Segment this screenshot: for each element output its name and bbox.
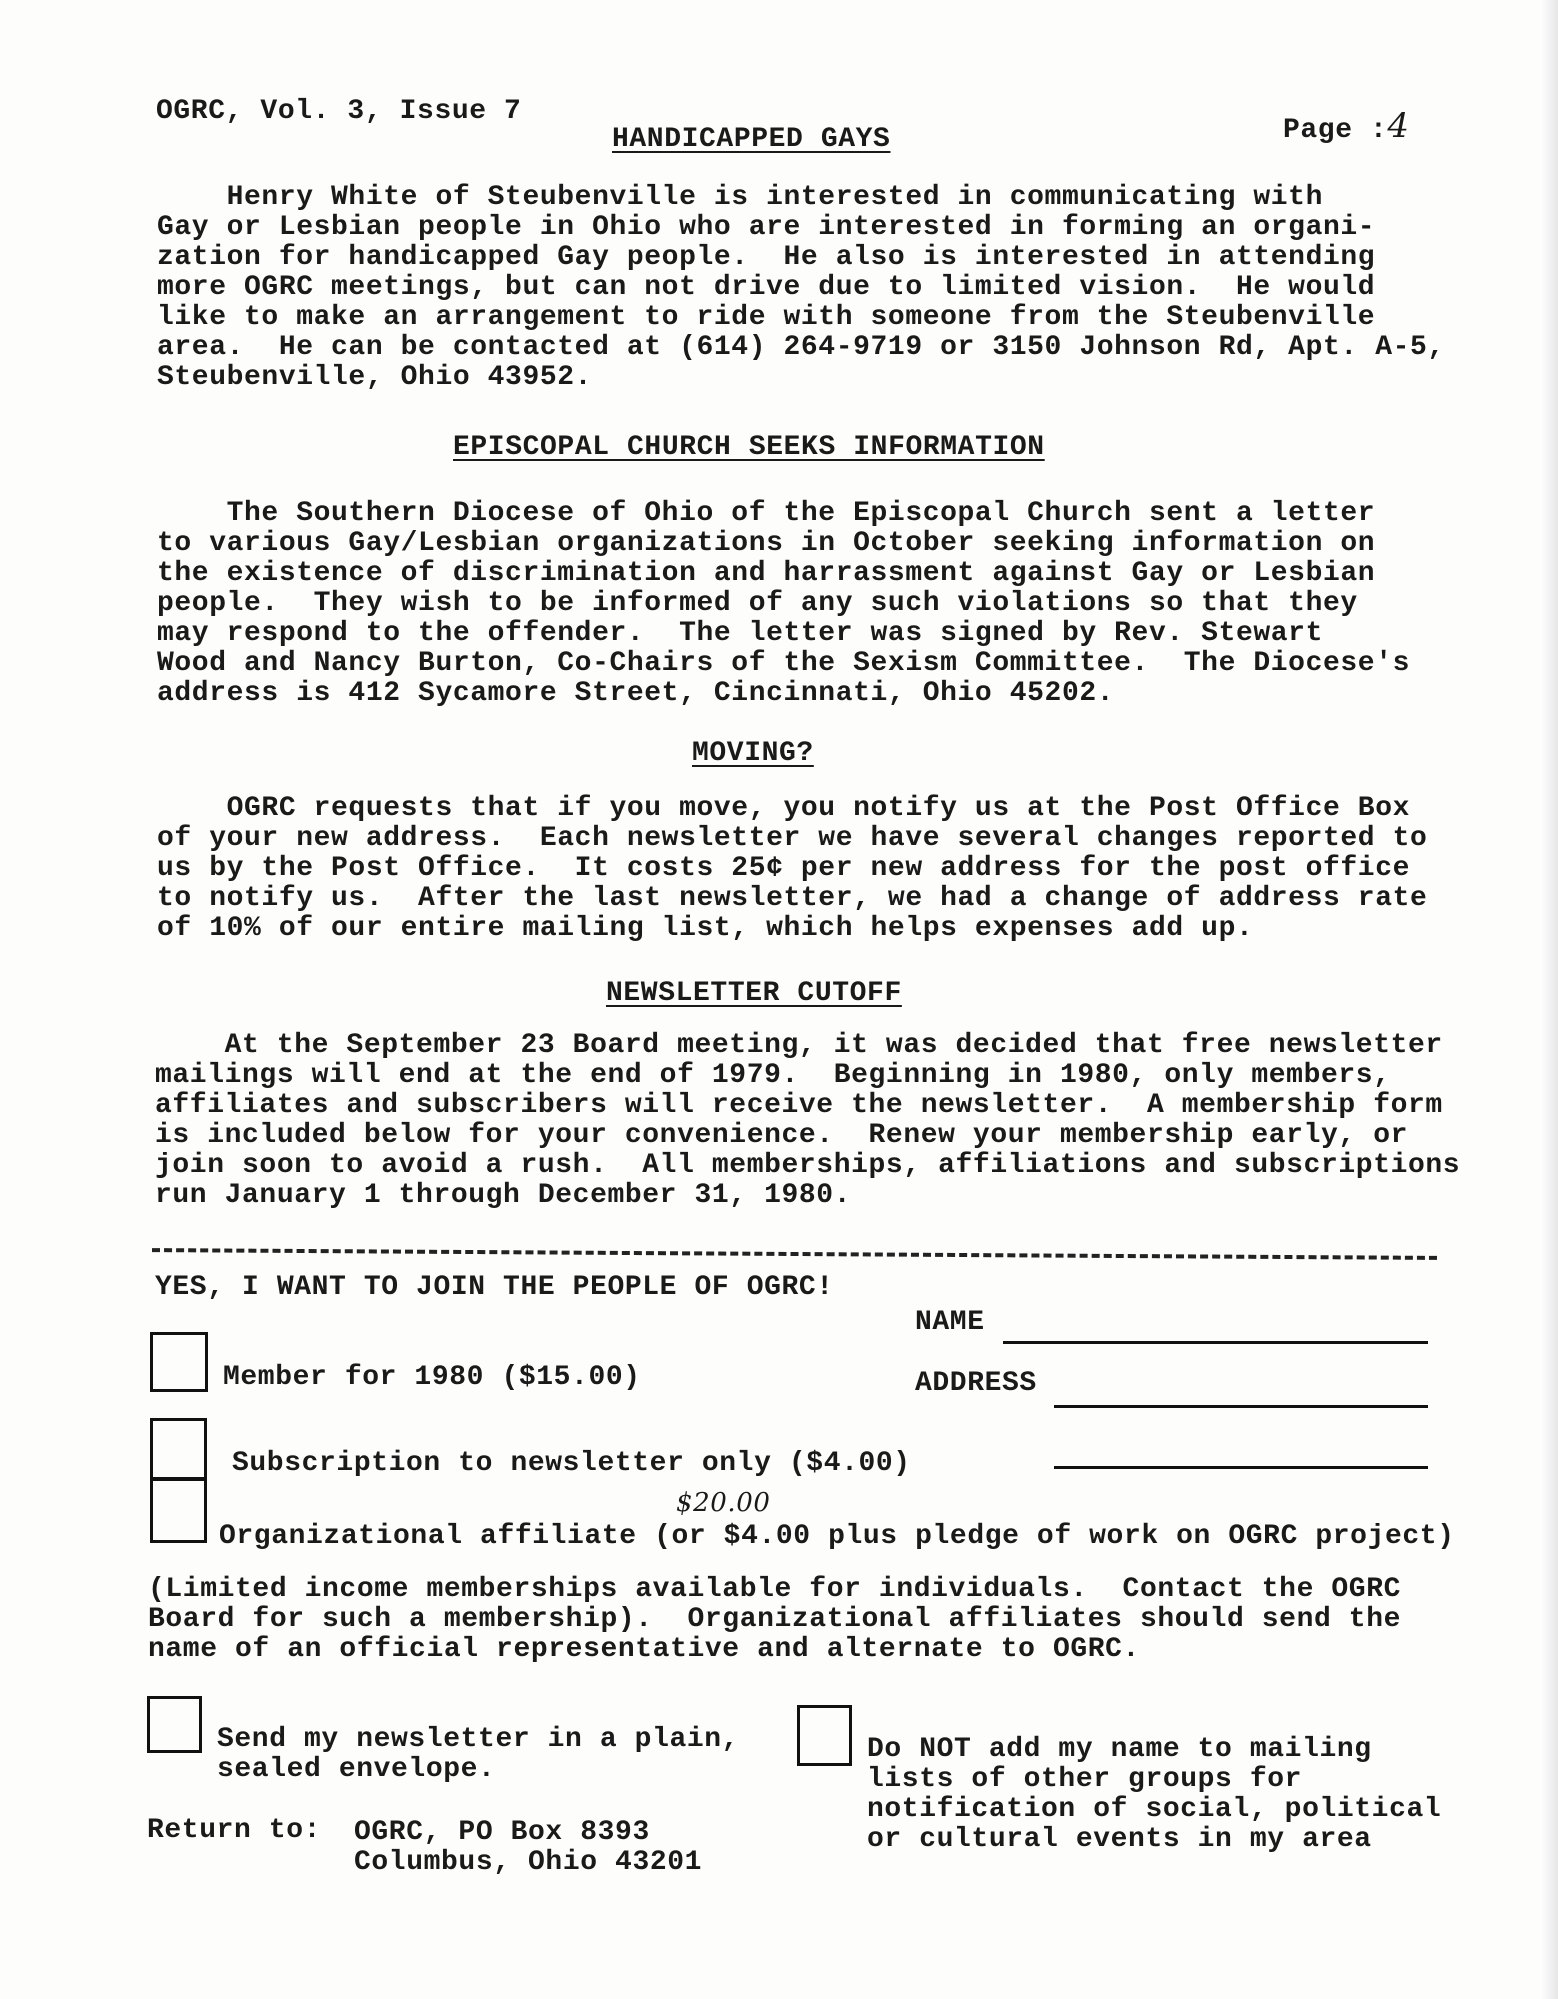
section-heading: HANDICAPPED GAYS (612, 124, 891, 155)
membership-note (148, 1575, 1401, 1665)
paragraph-line: people. They wish to be informed of any such violations so that they (157, 588, 1358, 619)
paragraph-line: of 10% of our entire mailing list, which helps expenses add up. (157, 913, 1254, 944)
member-checkbox[interactable] (150, 1332, 208, 1392)
paragraph-line: run January 1 through December 31, 1980. (155, 1180, 852, 1211)
address-label: ADDRESS (915, 1368, 1037, 1399)
return-label: Return to: (147, 1815, 322, 1846)
paragraph-line: is included below for your convenience. Renew your membership early, or (155, 1120, 1408, 1151)
paragraph-line: The Southern Diocese of Ohio of the Episcopal Church sent a letter (157, 498, 1376, 529)
paragraph-line: to various Gay/Lesbian organizations in October seeking information on (157, 528, 1376, 559)
paragraph-line: OGRC requests that if you move, you notify us at the Post Office Box (157, 793, 1410, 824)
paragraph-line: like to make an arrangement to ride with someone from the Steubenville (157, 302, 1376, 333)
scan-edge-shadow (1540, 0, 1558, 1999)
return-address-line: OGRC, PO Box 8393 (354, 1817, 650, 1848)
member-option-label: Member for 1980 ($15.00) (223, 1362, 641, 1393)
cut-line (152, 1248, 1437, 1260)
section-body (155, 1031, 1460, 1211)
affiliate-checkbox[interactable] (150, 1478, 207, 1543)
section-body (157, 183, 1445, 393)
paragraph-line: Steubenville, Ohio 43952. (157, 362, 593, 393)
note-line: Board for such a membership). Organizational affiliates should send the (148, 1604, 1401, 1635)
paragraph-line: the existence of discrimination and harrassment against Gay or Lesbian (157, 558, 1376, 589)
handwritten-amount: $20.00 (676, 1488, 771, 1518)
paragraph-line: zation for handicapped Gay people. He also is interested in attending (157, 242, 1376, 273)
form-title: YES, I WANT TO JOIN THE PEOPLE OF OGRC! (155, 1272, 834, 1303)
subscription-option-label: Subscription to newsletter only ($4.00) (232, 1448, 911, 1479)
plain-envelope-label (217, 1725, 739, 1785)
paragraph-line: more OGRC meetings, but can not drive due to limited vision. He would (157, 272, 1376, 303)
paragraph-line: may respond to the offender. The letter was signed by Rev. Stewart (157, 618, 1323, 649)
note-line: name of an official representative and alternate to OGRC. (148, 1634, 1140, 1665)
page-label (1283, 106, 1410, 147)
paragraph-line: area. He can be contacted at (614) 264-9719 or 3150 Johnson Rd, Apt. A-5, (157, 332, 1445, 363)
address-field-line-2[interactable] (1054, 1466, 1428, 1469)
section-heading: NEWSLETTER CUTOFF (606, 978, 902, 1009)
name-field[interactable] (1003, 1341, 1428, 1344)
issue-label: OGRC, Vol. 3, Issue 7 (156, 96, 522, 127)
affiliate-option-label: Organizational affiliate (or $4.00 plus pledge of work on OGRC project) (219, 1521, 1455, 1552)
plain-envelope-line: sealed envelope. (217, 1754, 496, 1785)
section-heading: MOVING? (692, 738, 814, 769)
note-line: (Limited income memberships available for individuals. Contact the OGRC (148, 1574, 1401, 1605)
plain-envelope-line: Send my newsletter in a plain, (217, 1724, 740, 1755)
no-mailing-line: lists of other groups for (867, 1764, 1303, 1795)
page-label-text: Page : (1283, 115, 1388, 146)
paragraph-line: mailings will end at the end of 1979. Beginning in 1980, only members, (155, 1060, 1391, 1091)
subscription-checkbox[interactable] (150, 1418, 207, 1480)
plain-envelope-checkbox[interactable] (147, 1696, 202, 1753)
section-heading: EPISCOPAL CHURCH SEEKS INFORMATION (453, 432, 1045, 463)
no-mailing-list-label (867, 1735, 1441, 1855)
paragraph-line: Gay or Lesbian people in Ohio who are interested in forming an organi- (157, 212, 1376, 243)
paragraph-line: of your new address. Each newsletter we have several changes reported to (157, 823, 1428, 854)
return-address (354, 1818, 702, 1878)
section-body (157, 794, 1427, 944)
no-mailing-list-checkbox[interactable] (797, 1705, 852, 1766)
address-field-line-1[interactable] (1054, 1405, 1428, 1408)
paragraph-line: join soon to avoid a rush. All memberships, affiliations and subscriptions (155, 1150, 1461, 1181)
paragraph-line: to notify us. After the last newsletter, we had a change of address rate (157, 883, 1428, 914)
no-mailing-line: notification of social, political (867, 1794, 1442, 1825)
paragraph-line: address is 412 Sycamore Street, Cincinnati, Ohio 45202. (157, 678, 1115, 709)
return-address-line: Columbus, Ohio 43201 (354, 1847, 703, 1878)
section-body (157, 499, 1410, 709)
paragraph-line: us by the Post Office. It costs 25¢ per new address for the post office (157, 853, 1410, 884)
name-label: NAME (915, 1307, 985, 1338)
paragraph-line: affiliates and subscribers will receive the newsletter. A membership form (155, 1090, 1443, 1121)
no-mailing-line: or cultural events in my area (867, 1824, 1372, 1855)
page-number: 4 (1387, 106, 1410, 146)
paragraph-line: At the September 23 Board meeting, it was decided that free newsletter (155, 1030, 1443, 1061)
no-mailing-line: Do NOT add my name to mailing (867, 1734, 1372, 1765)
paragraph-line: Henry White of Steubenville is interested in communicating with (157, 182, 1323, 213)
paragraph-line: Wood and Nancy Burton, Co-Chairs of the Sexism Committee. The Diocese's (157, 648, 1410, 679)
